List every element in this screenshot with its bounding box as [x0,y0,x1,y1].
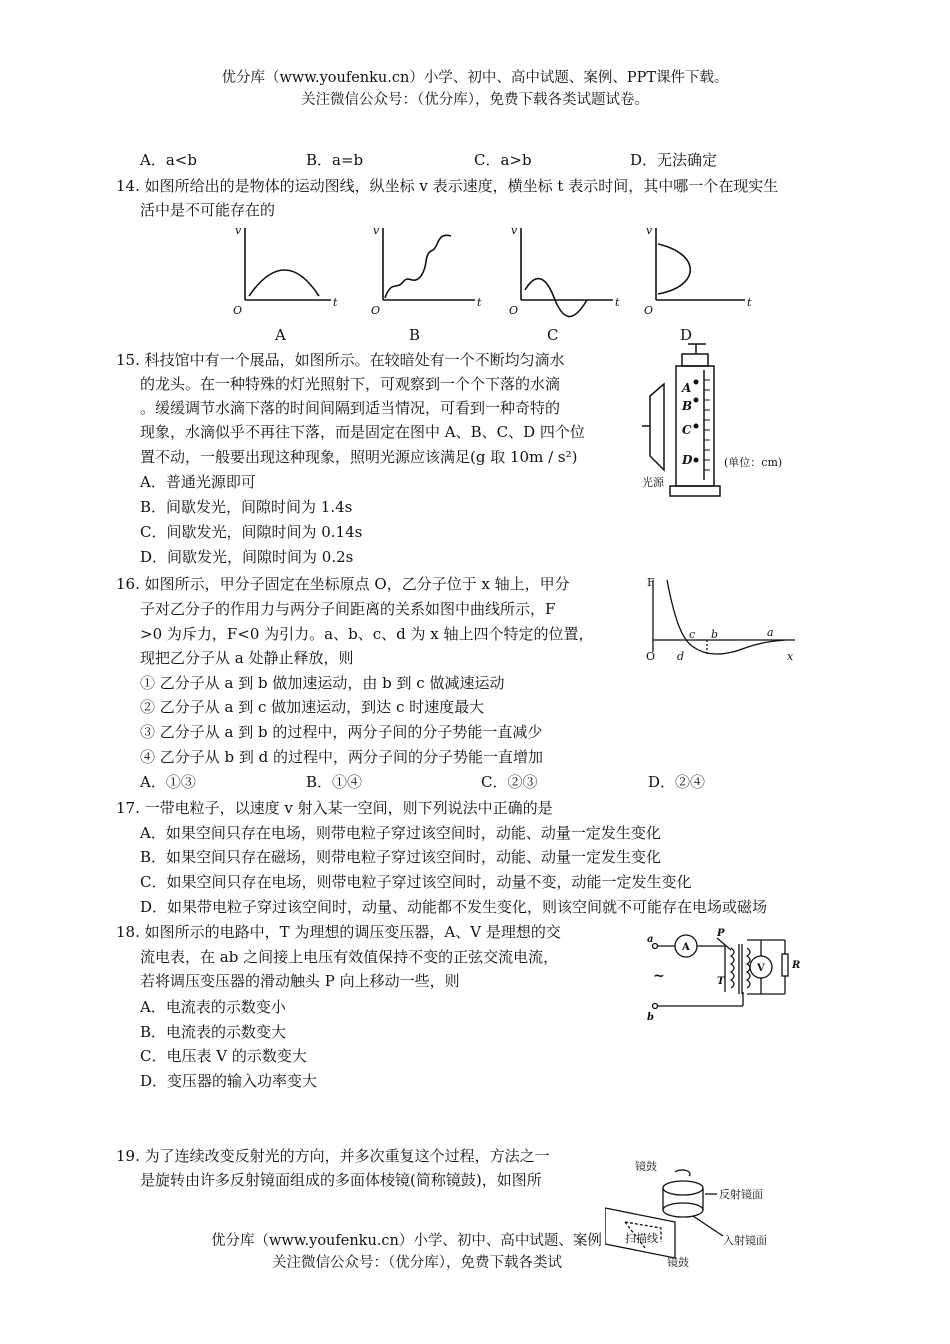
incident-mirror-label: 入射镜面 [723,1234,767,1247]
q16-statement-4: ④ 乙分子从 b 到 d 的过程中，两分子间的分子势能一直增加 [140,748,544,766]
q13-option-c: C．a>b [474,151,532,169]
q16-line-4: 现把乙分子从 a 处静止释放，则 [140,649,354,667]
light-source [650,384,664,470]
point-b-label: b [711,628,719,641]
q18-line-2: 流电表，在 ab 之间接上电压有效值保持不变的正弦交流电流， [140,948,559,966]
q16-statement-1: ① 乙分子从 a 到 b 做加速运动，由 b 到 c 做减速运动 [140,674,505,692]
q15-line-4: 现象，水滴似乎不再往下落，而是固定在图中 A、B、C、D 四个位 [140,423,585,441]
light-source-label: 光源 [642,476,664,489]
graph-b-caption: B [409,326,421,344]
q18-option-a: A．电流表的示数变小 [140,998,286,1016]
graph-c-curve [525,279,587,317]
terminal-b-label: b [647,1012,654,1023]
faucet-body [682,354,708,366]
f-axis-label: F [647,576,655,589]
q16-option-b: B．①④ [306,773,363,791]
resistor-r-label: R [792,960,801,971]
header-line-2: 关注微信公众号：（优分库），免费下载各类试题试卷。 [301,92,649,108]
x-axis-label: x [787,650,794,663]
q16-force-figure [645,572,800,667]
q17-option-b: B．如果空间只存在磁场，则带电粒子穿过该空间时，动能、动量一定发生变化 [140,848,662,866]
q19-mirror-drum-figure [605,1150,795,1270]
voltmeter-label: V [757,963,765,974]
graph-b-origin: O [371,304,381,317]
point-c-label: c [689,628,696,641]
q15-option-d: D．间歇发光，间隙时间为 0.2s [140,548,354,566]
header-line-1: 优分库（www.youfenku.cn）小学、初中、高中试题、案例、PPT课件下载。 [221,70,729,86]
q15-line-5: 置不动，一般要出现这种现象，照明光源应该满足(g 取 10m / s²) [140,448,578,466]
q16-option-d: D．②④ [648,773,706,791]
q14-stem-1: 14. 如图所给出的是物体的运动图线，纵坐标 v 表示速度，横坐标 t 表示时间，其中哪一个在现实生 [116,177,779,195]
q18-circuit-figure [645,928,805,1023]
graph-c-v-label: v [511,224,518,237]
footer-line-1: 优分库（www.youfenku.cn）小学、初中、高中试题、案例 [211,1233,602,1249]
q16-statement-2: ② 乙分子从 a 到 c 做加速运动，到达 c 时速度最大 [140,698,485,716]
drop-label-b: B [682,399,693,413]
graph-d-t-label: t [747,296,752,309]
drop-label-d: D [682,453,693,467]
ac-source-symbol: ~ [653,968,665,984]
q17-option-a: A．如果空间只存在电场，则带电粒子穿过该空间时，动能、动量一定发生变化 [140,824,661,842]
graph-d-caption: D [680,326,693,344]
q16-option-c: C．②③ [481,773,538,791]
q17-option-d: D．如果带电粒子穿过该空间时，动量、动能都不发生变化，则该空间就不可能存在电场或磁场 [140,898,768,916]
graph-b-v-label: v [373,224,380,237]
q18-option-b: B．电流表的示数变大 [140,1023,287,1041]
unit-label: (单位：cm) [724,456,783,469]
q17-stem: 17. 一带电粒子，以速度 v 射入某一空间，则下列说法中正确的是 [116,799,553,817]
graph-d-origin: O [644,304,654,317]
ammeter-label: A [682,942,690,953]
q16-line-3: >0 为斥力，F<0 为引力。a、b、c、d 为 x 轴上四个特定的位置， [140,625,594,643]
transformer-t-label: T [717,976,725,987]
q15-line-3: 。缓缓调节水滴下落的时间间隔到适当情况，可看到一种奇特的 [140,399,561,417]
q16-option-a: A．①③ [140,773,196,791]
terminal-a-label: a [647,934,654,945]
graph-d-curve [658,244,690,294]
q18-option-c: C．电压表 V 的示数变大 [140,1047,307,1065]
q15-option-c: C．间歇发光，间隙时间为 0.14s [140,523,363,541]
q14-graphs-figure [225,220,770,345]
footer-line-2: 关注微信公众号：（优分库），免费下载各类试 [272,1255,562,1271]
graph-a-caption: A [275,326,286,344]
q15-option-b: B．间歇发光，间隙时间为 1.4s [140,498,353,516]
q16-line-2: 子对乙分子的作用力与两分子间距离的关系如图中曲线所示，F [140,600,556,618]
graph-a-origin: O [233,304,243,317]
q13-option-b: B．a=b [306,151,364,169]
q19-line-2: 是旋转由许多反射镜面组成的多面体棱镜(简称镜鼓)，如图所 [140,1171,542,1189]
transformer-primary [731,948,734,988]
force-curve [667,580,785,654]
drum-bottom-label: 镜鼓 [667,1256,689,1269]
q14-stem-2: 活中是不可能存在的 [140,201,276,219]
q16-line-1: 16. 如图所示，甲分子固定在坐标原点 O，乙分子位于 x 轴上，甲分 [116,575,570,593]
origin-label: O [646,650,656,663]
drop-label-a: A [682,381,692,395]
graph-d-v-label: v [646,224,653,237]
graph-b-t-label: t [477,296,482,309]
graph-c-caption: C [547,326,559,344]
scan-line-label: 扫描线 [625,1232,658,1245]
q17-option-c: C．如果空间只存在电场，则带电粒子穿过该空间时，动量不变，动能一定发生变化 [140,873,692,891]
q13-option-d: D．无法确定 [630,151,718,169]
graph-a-t-label: t [333,296,338,309]
q15-faucet-figure [640,330,800,500]
graph-a-v-label: v [235,224,242,237]
q18-option-d: D．变压器的输入功率变大 [140,1072,318,1090]
q15-option-a: A．普通光源即可 [140,473,256,491]
q18-line-1: 18. 如图所示的电路中，T 为理想的调压变压器，A、V 是理想的交 [116,923,561,941]
graph-a-curve [249,270,319,296]
drum-top-label: 镜鼓 [635,1160,657,1173]
q13-option-a: A．a<b [140,151,197,169]
graph-c-t-label: t [615,296,620,309]
tube-base [670,486,720,496]
resistor [782,954,788,976]
reflect-mirror-label: 反射镜面 [719,1188,763,1201]
point-d-label: d [677,650,685,663]
q15-line-1: 15. 科技馆中有一个展品，如图所示。在较暗处有一个不断均匀滴水 [116,351,565,369]
q18-line-3: 若将调压变压器的滑动触头 P 向上移动一些，则 [140,972,460,990]
q15-line-2: 的龙头。在一种特殊的灯光照射下，可观察到一个个下落的水滴 [140,375,561,393]
q19-line-1: 19. 为了连续改变反射光的方向，并多次重复这个过程，方法之一 [116,1147,550,1165]
drop-label-c: C [682,423,692,437]
graph-c-origin: O [509,304,519,317]
point-a-label: a [767,626,774,639]
q16-statement-3: ③ 乙分子从 a 到 b 的过程中，两分子间的分子势能一直减少 [140,723,543,741]
graph-b-curve [385,235,451,298]
slider-p-label: P [717,928,725,939]
